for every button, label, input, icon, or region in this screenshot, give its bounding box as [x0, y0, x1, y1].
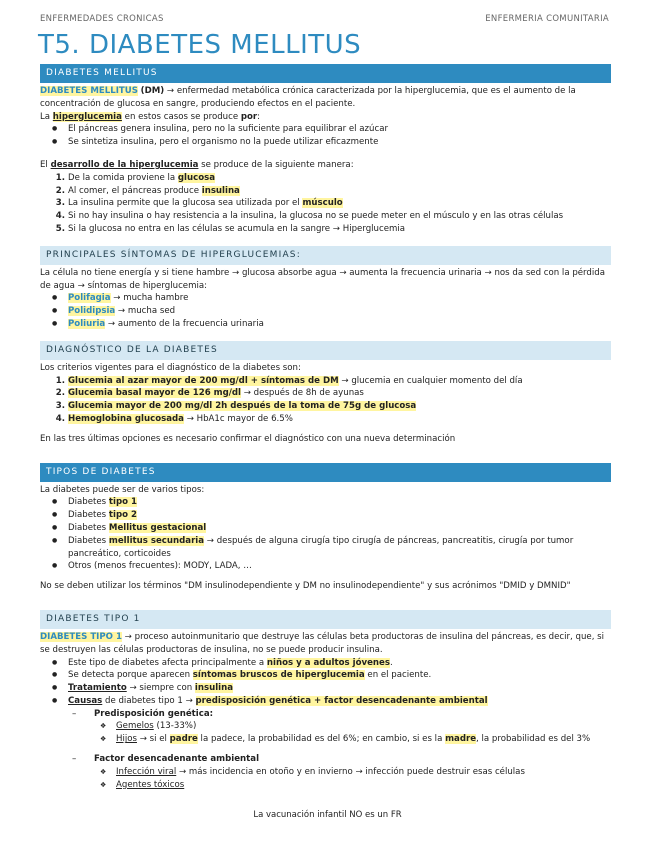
development-steps: [40, 172, 611, 236]
item-post: .: [389, 657, 393, 668]
list-item: [68, 185, 611, 198]
sub-bold: padre: [169, 734, 198, 745]
sub-text: , la probabilidad es del 3%: [476, 734, 591, 745]
sub-title: Factor desencadenante ambiental: [94, 754, 260, 765]
dev-term: desarrollo de la hiperglucemia: [50, 159, 199, 170]
symptoms-intro: La célula no tiene energía y si tiene hambre → glucosa absorbe agua → aumenta la frecuencia urinaria → nos da sed con la pérdida de agua → síntomas de hiperglucemia:: [40, 267, 606, 291]
list-item: [116, 766, 611, 779]
cause-post: :: [257, 111, 261, 122]
list-item: [68, 657, 611, 670]
cause-paragraph: [40, 111, 611, 124]
cause-list: [40, 123, 611, 149]
page-title: T5. DIABETES MELLITUS: [38, 30, 362, 60]
section-heading-diabetes-mellitus: DIABETES MELLITUS: [40, 64, 611, 83]
type-bold: Mellitus gestacional: [108, 522, 207, 533]
type1-list: [40, 657, 611, 708]
symptoms-list: [40, 292, 611, 330]
types-note: No se deben utilizar los términos "DM insulinodependiente y DM no insulinodependiente" y sus acrónimos "DMID y DMNID": [40, 581, 571, 592]
list-item: ● Se sintetiza insulina, pero el organismo no la puede utilizar eficazmente: [68, 136, 611, 149]
item-mid: de diabetes tipo 1 →: [102, 695, 196, 706]
type-pre: Diabetes: [68, 510, 109, 521]
list-item: [68, 535, 611, 561]
list-item: [68, 223, 611, 236]
item-term: Tratamiento: [68, 683, 127, 694]
header-left: ENFERMEDADES CRONICAS: [40, 14, 164, 24]
footer-note: La vacunación infantil NO es un FR: [253, 810, 402, 820]
list-item: [68, 400, 611, 413]
step-bold: insulina: [201, 185, 240, 196]
criterion-text: → después de 8h de ayunas: [241, 388, 364, 399]
diagnosis-criteria: [40, 375, 611, 426]
type-post: → después de alguna cirugía tipo cirugía de páncreas, pancreatitis, cirugía por tumor pancreático, corticoides: [68, 535, 574, 559]
symptom-term: Polifagia: [68, 293, 111, 304]
header-right: ENFERMERIA COMUNITARIA: [485, 14, 609, 24]
list-item: [68, 669, 611, 682]
list-item: [94, 753, 611, 791]
definition-term: DIABETES MELLITUS: [40, 86, 138, 96]
sub-term: Infección viral: [116, 766, 177, 777]
item-term: Causas: [68, 695, 103, 706]
cause-pre: La: [40, 111, 53, 122]
list-item: [68, 496, 611, 509]
type-pre: Diabetes: [68, 522, 109, 533]
item-pre: Se detecta porque aparecen: [68, 670, 193, 681]
cause-mid: en estos casos se produce: [121, 111, 241, 122]
list-item: [68, 318, 611, 331]
sub-term: Agentes tóxicos: [116, 779, 185, 790]
step-bold: glucosa: [177, 172, 216, 183]
item-mid: → siempre con: [126, 683, 195, 694]
type-bold: tipo 2: [108, 510, 137, 521]
types-intro: La diabetes puede ser de varios tipos:: [40, 484, 205, 495]
list-item: [68, 197, 611, 210]
sub-text: → más incidencia en otoño y en invierno → infección puede destruir esas células: [176, 766, 525, 777]
list-item: [116, 779, 611, 792]
predisposition-list: [94, 720, 611, 746]
list-item: [68, 560, 611, 573]
type-pre: Diabetes: [68, 497, 109, 508]
step-text: Si la glucosa no entra en las células se acumula en la sangre → Hiperglucemia: [68, 223, 406, 234]
list-item: [116, 733, 611, 746]
sub-text: la padece, la probabilidad es del 6%; en cambio, si es la: [197, 734, 446, 745]
cause-por: por: [240, 111, 258, 122]
list-item: [68, 682, 611, 695]
list-item: ● El páncreas genera insulina, pero no la suficiente para equilibrar el azúcar: [68, 123, 611, 136]
type-bold: tipo 1: [108, 497, 137, 508]
causes-sublist-2: [40, 753, 611, 791]
list-item: [68, 509, 611, 522]
type1-text: → proceso autoinmunitario que destruye las células beta productoras de insulina del páncreas, es decir, que, si se destruyen las células productoras de insulina, no se puede producir insulina.: [40, 631, 605, 655]
definition-paragraph: [40, 85, 611, 111]
step-text: La insulina permite que la glucosa sea utilizada por el: [68, 198, 303, 209]
causes-sublist: [40, 708, 611, 746]
item-bold: niños y a adultos jóvenes: [266, 657, 390, 668]
item-pre: Este tipo de diabetes afecta principalmente a: [68, 657, 267, 668]
step-text: Si no hay insulina o hay resistencia a la insulina, la glucosa no se puede meter en el músculo y en las otras células: [68, 211, 564, 222]
item-bold: síntomas bruscos de hiperglucemia: [192, 670, 365, 681]
list-item: [68, 292, 611, 305]
section-heading-diagnosis: DIAGNÓSTICO DE LA DIABETES: [40, 341, 611, 360]
list-item: [68, 387, 611, 400]
criterion-text: → HbA1c mayor de 6.5%: [183, 413, 293, 424]
list-item: [68, 695, 611, 708]
symptom-text: → mucha sed: [115, 306, 176, 317]
types-list: [40, 496, 611, 573]
item-bold: insulina: [194, 683, 234, 694]
sub-text: → si el: [136, 734, 170, 745]
list-item: [68, 522, 611, 535]
list-item: [68, 375, 611, 388]
sub-title: Predisposición genética:: [94, 708, 214, 719]
document-body: [40, 64, 611, 791]
symptom-text: → aumento de la frecuencia urinaria: [105, 318, 264, 329]
type-pre: Diabetes: [68, 535, 109, 546]
symptom-text: → mucha hambre: [110, 293, 189, 304]
list-item: [94, 708, 611, 746]
criterion-text: → glucemia en cualquier momento del día: [338, 375, 523, 386]
symptom-term: Polidipsia: [68, 306, 116, 317]
definition-text: → enfermedad metabólica crónica caracterizada por la hiperglucemia, que es el aumento de la concentración de glucosa en sangre, produciendo efectos en el paciente.: [40, 86, 576, 109]
development-paragraph: [40, 159, 611, 172]
definition-abbr: (DM): [140, 86, 165, 96]
step-bold: músculo: [302, 198, 343, 209]
sub-term: Hijos: [116, 734, 137, 745]
criterion-bold: Hemoglobina glucosada: [68, 413, 184, 424]
criterion-bold: Glucemia basal mayor de 126 mg/dl: [68, 388, 242, 399]
step-text: Al comer, el páncreas produce: [68, 185, 202, 196]
diagnosis-note: En las tres últimas opciones es necesario confirmar el diagnóstico con una nueva determinación: [40, 433, 456, 444]
list-item: [68, 413, 611, 426]
cause-term: hiperglucemia: [52, 111, 122, 122]
diagnosis-intro: Los criterios vigentes para el diagnóstico de la diabetes son:: [40, 362, 301, 373]
list-item: [68, 172, 611, 185]
item-bold: predisposición genética + factor desencadenante ambiental: [195, 695, 488, 706]
sub-term: Gemelos: [116, 721, 154, 732]
list-item: [116, 720, 611, 733]
step-text: De la comida proviene la: [68, 172, 178, 183]
dev-post: se produce de la siguiente manera:: [198, 159, 354, 170]
section-heading-symptoms: PRINCIPALES SÍNTOMAS DE HIPERGLUCEMIAS:: [40, 246, 611, 265]
type-pre: Otros (menos frecuentes): MODY, LADA, …: [68, 561, 252, 572]
criterion-bold: Glucemia al azar mayor de 200 mg/dl + síntomas de DM: [68, 375, 339, 386]
sub-bold: madre: [445, 734, 477, 745]
environment-list: [94, 766, 611, 792]
type-bold: mellitus secundaria: [108, 535, 205, 546]
type1-term: DIABETES TIPO 1: [40, 631, 122, 642]
symptom-term: Poliuria: [68, 318, 106, 329]
section-heading-types: TIPOS DE DIABETES: [40, 463, 611, 482]
type1-definition: [40, 631, 611, 657]
section-heading-type1: DIABETES TIPO 1: [40, 610, 611, 629]
dev-pre: El: [40, 159, 51, 170]
list-item: [68, 210, 611, 223]
criterion-bold: Glucemia mayor de 200 mg/dl 2h después de la toma de 75g de glucosa: [68, 401, 417, 412]
item-post: en el paciente.: [364, 670, 432, 681]
list-item: [68, 305, 611, 318]
sub-text: (13-33%): [153, 721, 197, 732]
